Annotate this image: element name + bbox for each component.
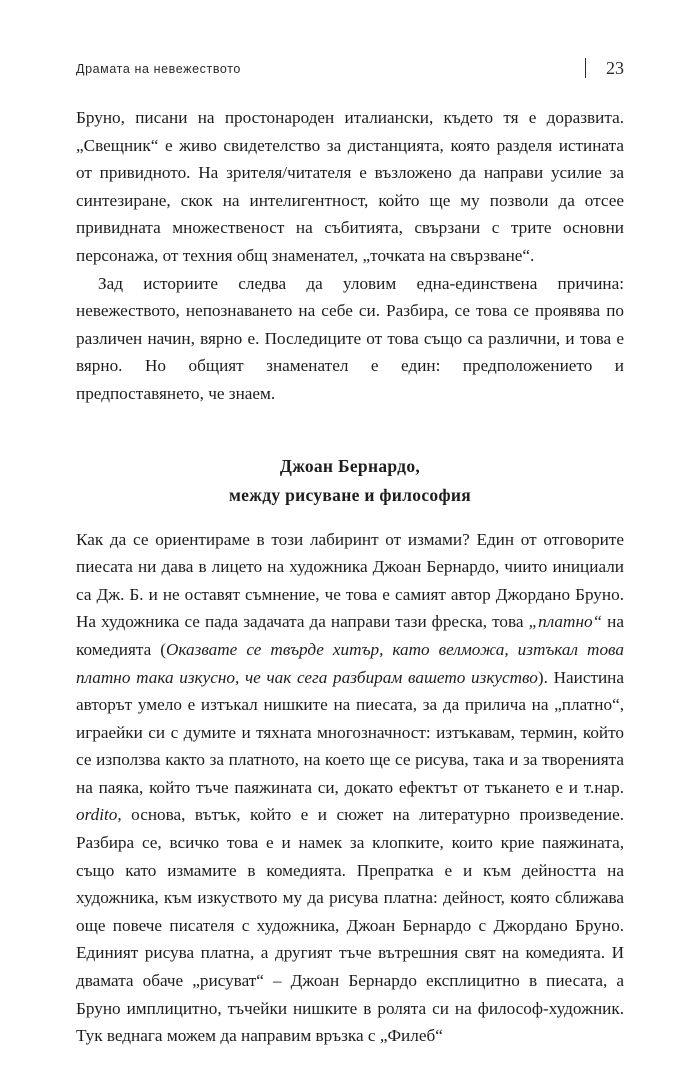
header-separator (585, 58, 586, 78)
page-number: 23 (606, 58, 624, 78)
section-heading (76, 452, 624, 510)
body-text (76, 104, 624, 1050)
text-run: Как да се ориентираме в този лабиринт от измами? Един от отговорите пиесата ни дава в лицето на художника Джоан Бернардо, чиито инициали са Дж. Б. и не оставят съмнение, че това е самият автор Джордано Бруно. На художника се пада задачата да направи тази фреска, това (76, 529, 624, 632)
section-paragraph (76, 526, 624, 1050)
paragraph-ignorance: Зад историите следва да уловим една-единствена причина: невежеството, непознаването на себе си. Разбира, се това се проявява по различен начин, вярно е. Последиците от това също са различни, и това е вярно. Но общият знаменател е един: предположението и предпоставянето, че знаем. (76, 273, 624, 403)
text-run: ). Наистина авторът умело е изтъкал нишките на пиесата, за да прилича на „платно“, играейки си с думите и тяхната многозначност: изтъкавам, термин, който се използва както за платното, на което ще се рисува, така и за творенията на паяка, който тъче паяжината си, докато ефектът от тъкането е и т.нар. (76, 667, 624, 797)
running-title: Драмата на невежеството (76, 62, 241, 76)
paragraph-continued: Бруно, писани на простонароден италиански, където тя е доразвита. „Свещник“ е живо свидетелство за дистанцията, която разделя истината от привидното. На зрителя/читателя е възложено да направи усилие за синтезиране, скок на интелигентност, който ще му позволи да отсее привидната множественост на събитията, свързани с трите основни персонажа, от техния общ знаменател, „точката на свързване“. (76, 108, 624, 265)
italic-term: ordito (76, 805, 118, 825)
text-run: , основа, вътък, който е и сюжет на литературно произведение. Разбира се, всичко това е и намек за клопките, които крие паяжината, също като измамите в комедията. Препратка е и към дейността на художника, към изкуството му да рисува платна: дейност, която сближава още повече писателя с художника, Джоан Бернардо с Джордано Бруно. Единият рисува платна, а другият тъче вътрешния свят на комедията. И двамата обаче „рисуват“ – Джоан Бернардо експлицитно в пиесата, а Бруно имплицитно, тъчейки нишките в ролята си на философ-художник. Тук веднага можем да направим връзка с „Филеб“ (76, 805, 624, 1046)
text-run: на комедията ( (76, 612, 624, 659)
italic-quote: Оказвате се твърде хитър, като велможа, изтъкал това платно така изкусно, че чак сега разбирам вашето изкуство (76, 639, 624, 687)
running-header (76, 58, 624, 82)
section-heading-line1: Джоан Бернардо, (279, 455, 421, 476)
section-heading-line2: между рисуване и философия (228, 484, 472, 505)
italic-run: „платно“ (528, 612, 603, 632)
